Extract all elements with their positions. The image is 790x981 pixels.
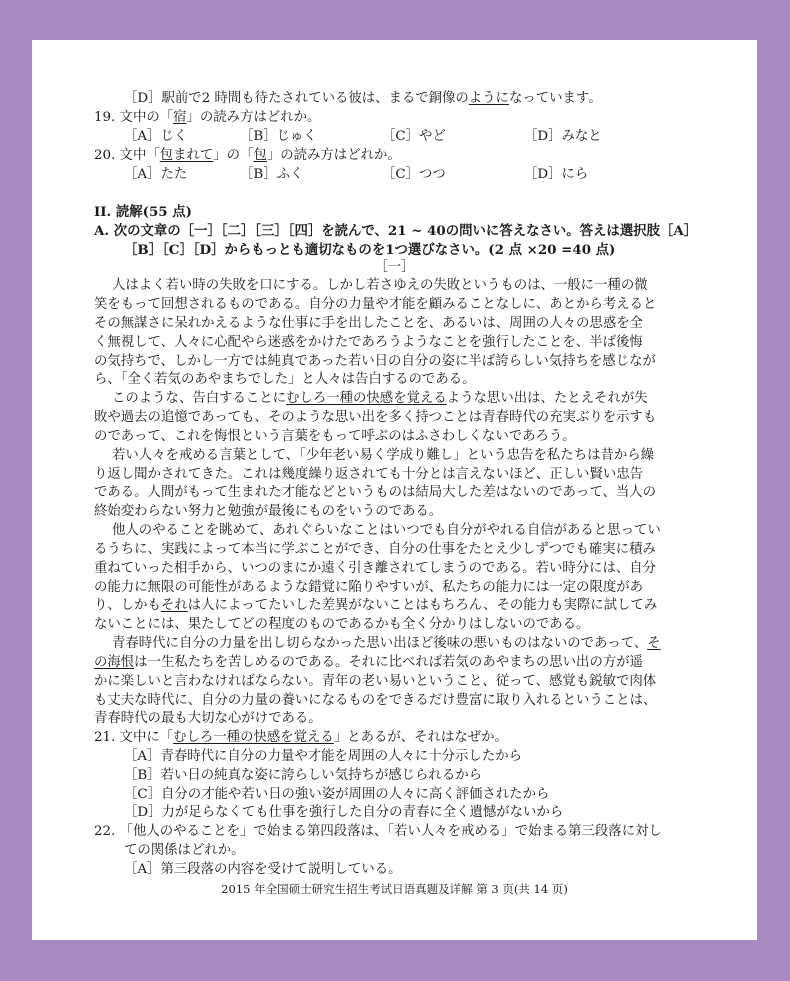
- q18-option-d-underlined: ように: [468, 91, 509, 106]
- question-22-cont: ての関係はどれか。: [124, 843, 245, 858]
- para1-line: ら、「全く若気のあやまちでした」と人々は告白するのである。: [94, 372, 476, 387]
- q20-underlined-kanji: 包: [253, 148, 267, 163]
- para5-underlined-end: の海恨: [94, 655, 135, 670]
- q19-option-a: ［A］じく: [124, 129, 188, 144]
- para2-line: [112, 390, 648, 408]
- para2-text-end: ような思い出は、たとえそれが失: [446, 391, 648, 406]
- q18-option-d-text: ［D］駅前で2 時間も待たされている彼は、まるで銅像の: [124, 91, 469, 106]
- q19-option-d: ［D］みなと: [524, 129, 602, 144]
- q20-option-b: ［B］ふく: [240, 167, 304, 182]
- passage-number: ［一］: [374, 260, 415, 275]
- question-20: [94, 147, 401, 165]
- para5-line: [94, 654, 643, 672]
- para3-line: 若い人々を戒める言葉として、「少年老い易く学成り難し」という忠告を私たちは昔から繰: [112, 448, 655, 463]
- q21-stem: 21. 文中に「: [94, 730, 174, 745]
- question-21: [94, 729, 508, 747]
- para5-line: かに楽しいと言わなければならない。青年の老い易いということ、従って、感覚も鋭敏で肉体: [94, 674, 657, 689]
- para2-underlined-phrase: むしろ一種の快感を覚える: [286, 391, 447, 406]
- q20-stem-end: 」の読み方はどれか。: [266, 148, 401, 163]
- q19-option-c: ［C］やど: [382, 129, 446, 144]
- section-heading: II. 読解(55 点): [94, 204, 192, 220]
- para4-line: るうちに、実践によって本当に学ぶことができ、自分の仕事をたとえ少しずつでも確実に積み: [94, 542, 656, 557]
- q21-option-d: ［D］力が足らなくても仕事を強行した自分の青春に全く遺憾がないから: [124, 805, 564, 820]
- para4-line: 重ねていった相手から、いつのまにか遠く引き離されてしまうのである。若い時分には、自分: [94, 561, 657, 576]
- q20-underlined-word: 包まれて: [159, 148, 214, 163]
- q18-option-d: [124, 90, 602, 108]
- para1-line: その無謀さに呆れかえるような仕事に手を出したことを、あるいは、周囲の人々の思惑を全: [94, 316, 644, 331]
- para1-line: 笑をもって回想されるものである。自分の力量や才能を顧みることなしに、あとから考えると: [94, 297, 657, 312]
- para1-line: く無視して、人々に心配やら迷惑をかけたであろうようなことを強行したことを、半ば後悔: [94, 335, 643, 350]
- para5-line: [112, 635, 661, 653]
- question-19: [94, 109, 320, 127]
- q22-option-a: ［A］第三段落の内容を受けて説明している。: [124, 862, 402, 877]
- q20-option-d: ［D］にら: [524, 167, 589, 182]
- q21-option-c: ［C］自分の才能や若い日の強い姿が周囲の人々に高く評価されたから: [124, 787, 550, 802]
- para5-line: 青春時代の最も大切な心がけである。: [94, 711, 322, 726]
- para4-line: 他人のやることを眺めて、あれぐらいなことはいつでも自分がやれる自信があると思ってい: [112, 523, 661, 538]
- q19-stem-end: 」の読み方はどれか。: [186, 110, 321, 125]
- para4-underlined-word: それ: [160, 598, 188, 613]
- para4-text-end: は人によってたいした差異がないことはもちろん、その能力も実際に試してみ: [187, 598, 658, 613]
- q19-stem: 19. 文中の「: [94, 110, 174, 125]
- instructions-line-2: ［B］［C］［D］からもっとも適切なものを1つ選びなさい。(2 点 ×20 =40 点): [124, 242, 616, 258]
- q20-stem-mid: 」の「: [213, 148, 254, 163]
- question-22: 22. 「他人のやることを」で始まる第四段落は、「若い人々を戒める」で始まる第三段落に対し: [94, 824, 662, 839]
- para2-text: このような、告白することに: [112, 391, 287, 406]
- para3-line: り返し聞かされてきた。これは幾度繰り返されても十分とは言えないほど、正しい賢い忠告: [94, 467, 644, 482]
- para3-line: 終始変わらない努力と勉強が最後にものをいうのである。: [94, 504, 443, 519]
- q19-underlined: 宿: [173, 110, 187, 125]
- q20-stem: 20. 文中「: [94, 148, 160, 163]
- instructions-line-1: A. 次の文章の［一］［二］［三］［四］を読んで、21 ~ 40の問いに答えなさい。答えは選択肢［A］: [94, 223, 698, 239]
- para5-text: は一生私たちを苦しめるのである。それに比べれば若気のあやまちの思い出の方が遥: [134, 655, 644, 670]
- para4-line: ないことには、果たしてどの程度のものであるかも全く分かりはしないのである。: [94, 617, 590, 632]
- para2-line: のであって、これを悔恨という言葉をもって呼ぶのはふさわしくないであろう。: [94, 429, 576, 444]
- para5-text: 青春時代に自分の力量を出し切らなかった思い出ほど後味の悪いものはないのであって、: [112, 636, 648, 651]
- para4-line: [94, 597, 657, 615]
- para5-underlined-start: そ: [647, 636, 661, 651]
- q21-option-b: ［B］若い日の純真な姿に誇らしい気持ちが感じられるから: [124, 768, 482, 783]
- para3-line: である。人間がもって生まれた才能などというものは結局大した差はないのであって、当人の: [94, 485, 657, 500]
- q21-stem-end: 」とあるが、それはなぜか。: [333, 730, 508, 745]
- q21-option-a: ［A］青春時代に自分の力量や才能を周囲の人々に十分示したから: [124, 749, 522, 764]
- q19-option-b: ［B］じゅく: [240, 129, 317, 144]
- q21-underlined-phrase: むしろ一種の快感を覚える: [173, 730, 334, 745]
- q20-option-a: ［A］たた: [124, 167, 188, 182]
- para2-line: 敗や過去の追憶であっても、そのような思い出を多く持つことは青春時代の充実ぶりを示すも: [94, 410, 657, 425]
- para4-line: の能力に無限の可能性があるような錯覚に陥りやすいが、私たちの能力には一定の限度があ: [94, 580, 644, 595]
- q18-option-d-text-end: なっています。: [508, 91, 602, 106]
- q20-option-c: ［C］つつ: [382, 167, 446, 182]
- para4-text: り、しかも: [94, 598, 161, 613]
- page-footer: 2015 年全国硕士研究生招生考试日语真题及详解 第 3 页(共 14 页): [221, 882, 568, 896]
- page-sheet: [32, 40, 757, 940]
- para1-line: の気持ちで、しかし一方では純真であった若い日の自分の姿に半ば誇らしい気持ちを感じなが: [94, 354, 656, 369]
- para1-line: 人はよく若い時の失敗を口にする。しかし若さゆえの失敗というものは、一般に一種の微: [112, 278, 648, 293]
- para5-line: も丈夫な時代に、自分の力量の養いになるものをできるだけ豊富に取り入れるということは、: [94, 693, 657, 708]
